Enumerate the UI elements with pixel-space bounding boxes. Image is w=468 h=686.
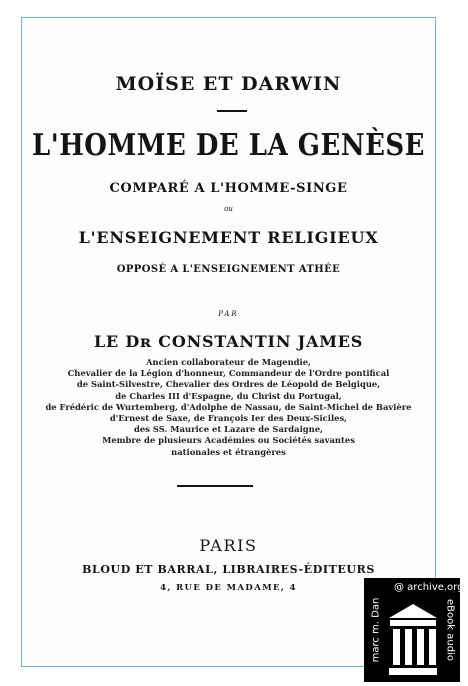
main-title: L'HOMME DE LA GENÈSE [31, 128, 425, 164]
conjunction: ou [224, 205, 233, 213]
credential-line: Membre de plusieurs Académies ou Sociétés savantes [102, 435, 355, 446]
credential-line: des SS. Maurice et Lazare de Sardaigne, [134, 424, 323, 435]
archive-temple-icon [386, 596, 440, 680]
credential-line: de Saint-Silvestre, Chevalier des Ordres de Léopold de Belgique, [76, 379, 381, 390]
city: PARIS [199, 536, 258, 555]
badge-right-text: eBook audio [444, 599, 456, 661]
publisher-address: 4, RUE DE MADAME, 4 [160, 583, 297, 593]
archive-badge [364, 578, 464, 682]
by-label: PAR [218, 310, 239, 318]
credential-line: de Frédéric de Wurtemberg, d'Adolphe de Nassau, de Saint-Michel de Bavière [45, 401, 412, 412]
subtitle: COMPARÉ A L'HOMME-SINGE [109, 181, 348, 196]
second-subtitle: OPPOSÉ A L'ENSEIGNEMENT ATHÉE [116, 264, 341, 275]
author-credentials [22, 357, 435, 458]
credential-line: Ancien collaborateur de Magendie, [146, 357, 311, 367]
credential-line: de Charles III d'Espagne, du Christ du Portugal, [115, 390, 342, 401]
credential-line: Chevalier de la Légion d'honneur, Commandeur de l'Ordre pontifical [67, 368, 390, 379]
credential-line: d'Ernest de Saxe, de François Ier des Deux-Siciles, [109, 413, 348, 424]
author-name: LE Dʀ CONSTANTIN JAMES [93, 332, 364, 351]
credential-line: nationales et étrangères [171, 446, 286, 457]
publisher: BLOUD ET BARRAL, LIBRAIRES-ÉDITEURS [82, 563, 375, 576]
badge-left-text: marc m. Dan [370, 597, 382, 663]
title-page [21, 17, 436, 667]
divider-rule [177, 485, 253, 487]
series-title: MOÏSE ET DARWIN [115, 73, 342, 95]
badge-top-text: @ archive.org [394, 582, 464, 593]
divider-rule [217, 110, 247, 112]
second-title: L'ENSEIGNEMENT RELIGIEUX [78, 228, 379, 247]
